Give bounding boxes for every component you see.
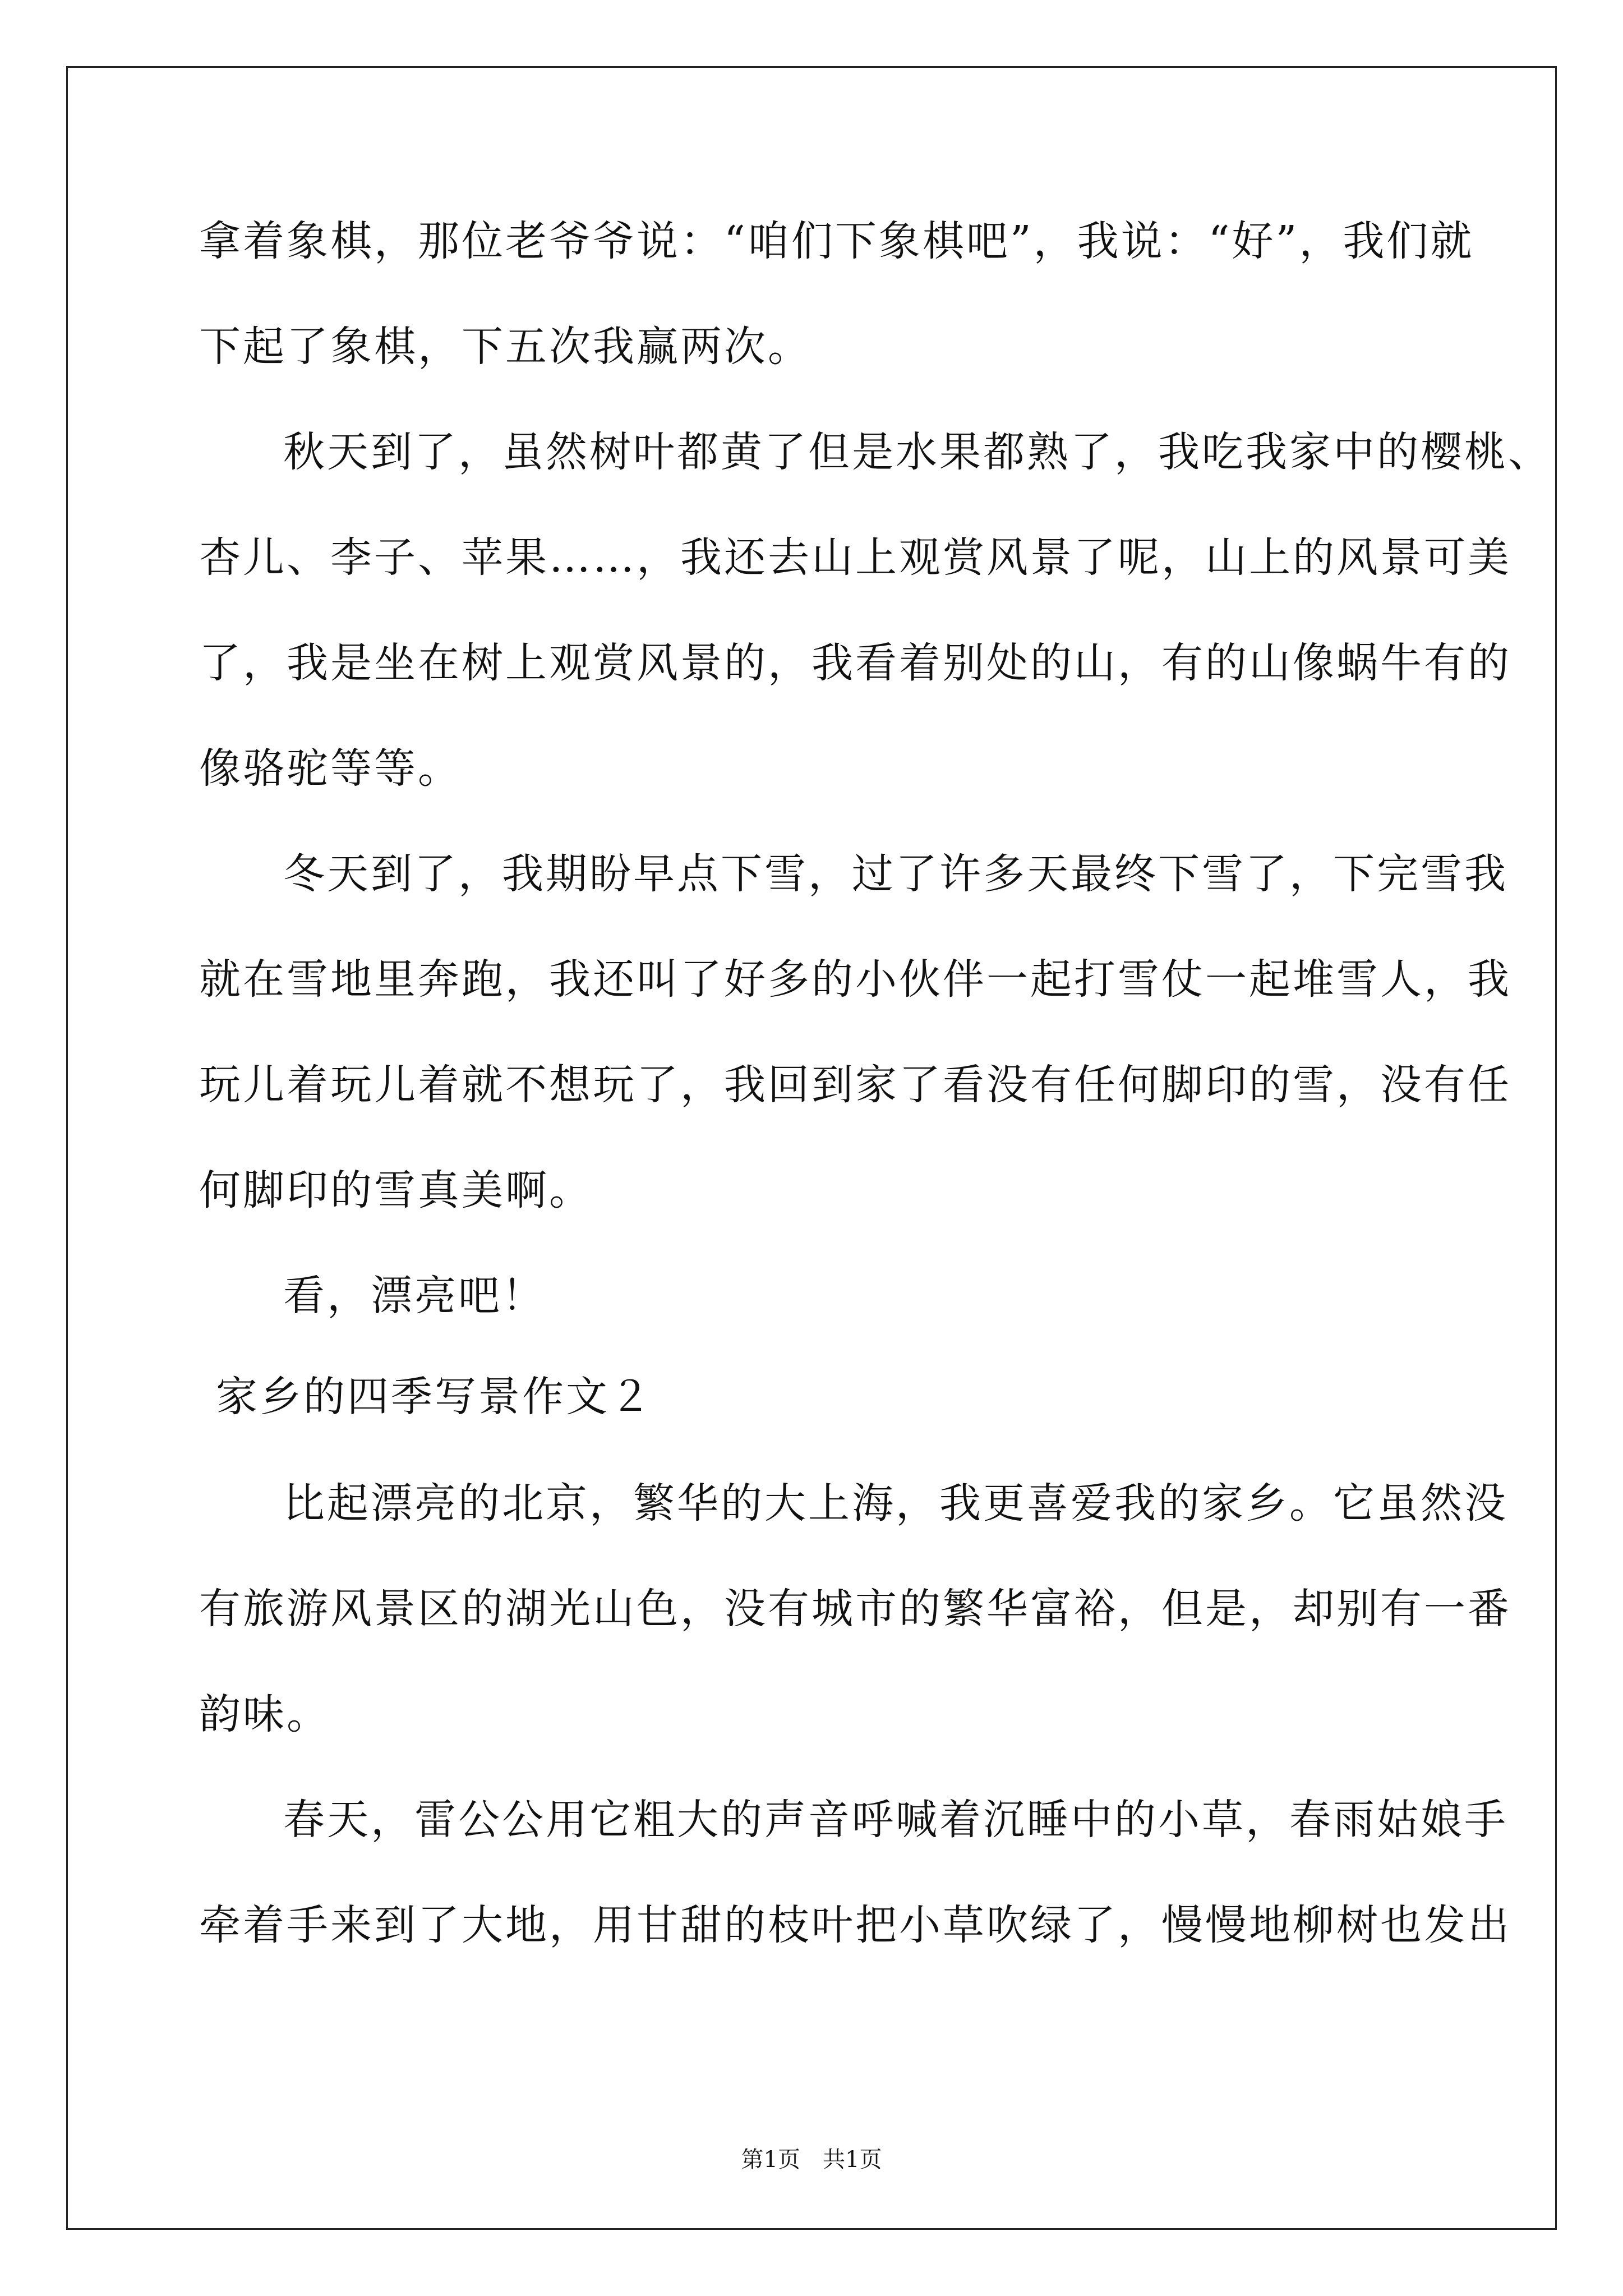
text-line: 杏儿、李子、苹果……，我还去山上观赏风景了呢，山上的风景可美	[199, 533, 1511, 582]
text-line: 拿着象棋，那位老爷爷说：“咱们下象棋吧”，我说：“好”，我们就	[199, 217, 1474, 265]
text-line: 韵味。	[199, 1690, 330, 1738]
paragraph-start: 看，漂亮吧！	[283, 1272, 546, 1320]
text-line: 牵着手来到了大地，用甘甜的枝叶把小草吹绿了，慢慢地柳树也发出	[199, 1901, 1511, 1949]
paragraph-start: 比起漂亮的北京，繁华的大上海，我更喜爱我的家乡。它虽然没	[283, 1479, 1508, 1527]
text-line: 像骆驼等等。	[199, 744, 462, 793]
text-line: 下起了象棋，下五次我赢两次。	[199, 323, 811, 371]
paragraph-start: 春天，雷公公用它粗大的声音呼喊着沉睡中的小草，春雨姑娘手	[283, 1796, 1508, 1844]
text-line: 了，我是坐在树上观赏风景的，我看着别处的山，有的山像蜗牛有的	[199, 639, 1511, 687]
text-line: 何脚印的雪真美啊。	[199, 1166, 593, 1214]
text-line: 就在雪地里奔跑，我还叫了好多的小伙伴一起打雪仗一起堆雪人，我	[199, 955, 1511, 1004]
paragraph-start: 秋天到了，虽然树叶都黄了但是水果都熟了，我吃我家中的樱桃、	[283, 428, 1552, 476]
section-heading: 家乡的四季写景作文２	[216, 1373, 653, 1421]
text-line: 有旅游风景区的湖光山色，没有城市的繁华富裕，但是，却别有一番	[199, 1585, 1511, 1633]
text-line: 玩儿着玩儿着就不想玩了，我回到家了看没有任何脚印的雪，没有任	[199, 1061, 1511, 1109]
paragraph-start: 冬天到了，我期盼早点下雪，过了许多天最终下雪了，下完雪我	[283, 850, 1508, 898]
page-footer: 第1页 共1页	[741, 2147, 882, 2173]
